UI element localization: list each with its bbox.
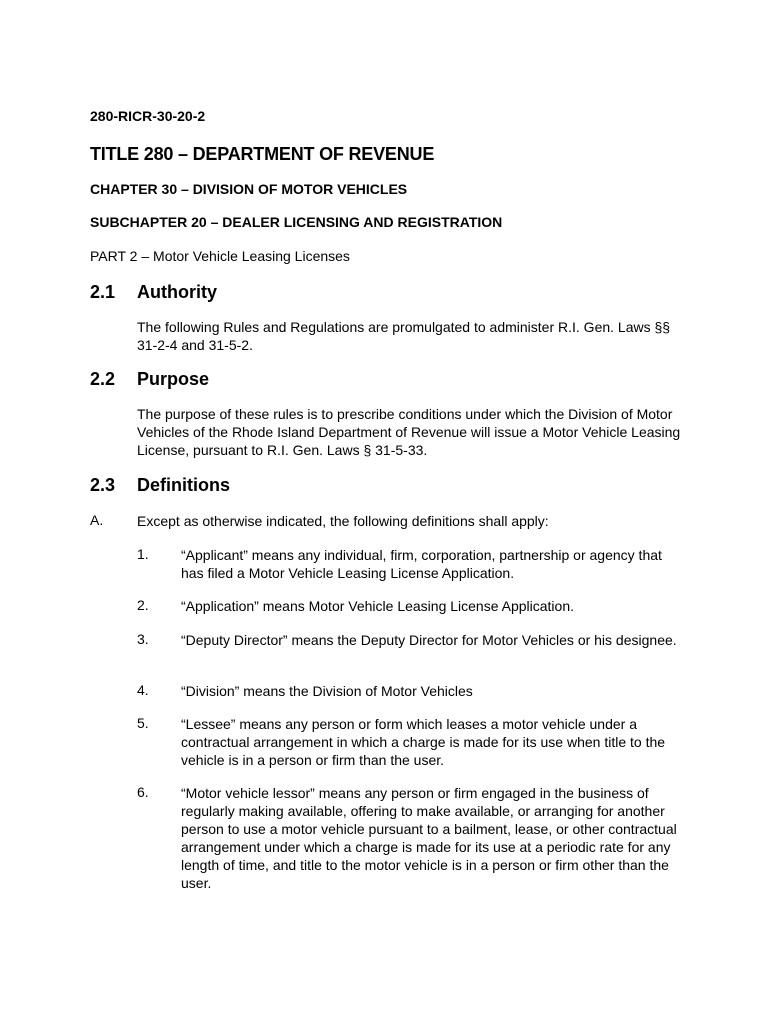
definition-number: 2. — [137, 597, 149, 613]
purpose-paragraph: The purpose of these rules is to prescribe conditions under which the Division of Motor Vehicles of the Rhode Island Department of Revenue will issue a Motor Vehicle Leasing License, pursuant to R.I. Gen. Laws § 31-5-33. — [137, 406, 681, 458]
part-heading: PART 2 – Motor Vehicle Leasing Licenses — [90, 248, 350, 264]
definitions-intro: Except as otherwise indicated, the following definitions shall apply: — [137, 513, 549, 529]
definition-text: “Motor vehicle lessor” means any person or firm engaged in the business of regularly making available, offering to make available, or arranging for another person to use a motor vehicle pursuant to a bailment, lease, or other contractual arrangement under which a charge is made for its use at a periodic rate for any length of time, and title to the motor vehicle is in a person or firm other than the user. — [181, 785, 677, 891]
title-heading: TITLE 280 – DEPARTMENT OF REVENUE — [90, 144, 435, 164]
chapter-heading: CHAPTER 30 – DIVISION OF MOTOR VEHICLES — [90, 181, 408, 197]
subsection-letter: A. — [90, 512, 104, 528]
section-title-definitions: Definitions — [137, 475, 230, 495]
authority-paragraph: The following Rules and Regulations are promulgated to administer R.I. Gen. Laws §§ 31-2-4 and 31-5-2. — [137, 319, 671, 353]
definition-text: “Deputy Director” means the Deputy Director for Motor Vehicles or his designee. — [181, 632, 677, 648]
document-id: 280-RICR-30-20-2 — [90, 108, 206, 124]
definition-text: “Division” means the Division of Motor Vehicles — [181, 683, 473, 699]
definition-text: “Lessee” means any person or form which leases a motor vehicle under a contractual arrangement in which a charge is made for its use when title to the vehicle is in a person or firm than the user. — [181, 716, 666, 768]
section-title-authority: Authority — [137, 282, 217, 302]
section-number-authority: 2.1 — [90, 282, 116, 302]
definition-number: 1. — [137, 546, 149, 562]
subchapter-heading: SUBCHAPTER 20 – DEALER LICENSING AND REGISTRATION — [90, 214, 503, 230]
definition-number: 3. — [137, 631, 149, 647]
definition-number: 5. — [137, 715, 149, 731]
definition-number: 4. — [137, 682, 149, 698]
definition-text: “Application” means Motor Vehicle Leasing License Application. — [181, 598, 575, 614]
section-number-purpose: 2.2 — [90, 369, 116, 389]
definition-text: “Applicant” means any individual, firm, corporation, partnership or agency that has filed a Motor Vehicle Leasing License Application. — [181, 547, 662, 581]
section-title-purpose: Purpose — [137, 369, 210, 389]
definition-number: 6. — [137, 784, 149, 800]
section-number-definitions: 2.3 — [90, 475, 116, 495]
